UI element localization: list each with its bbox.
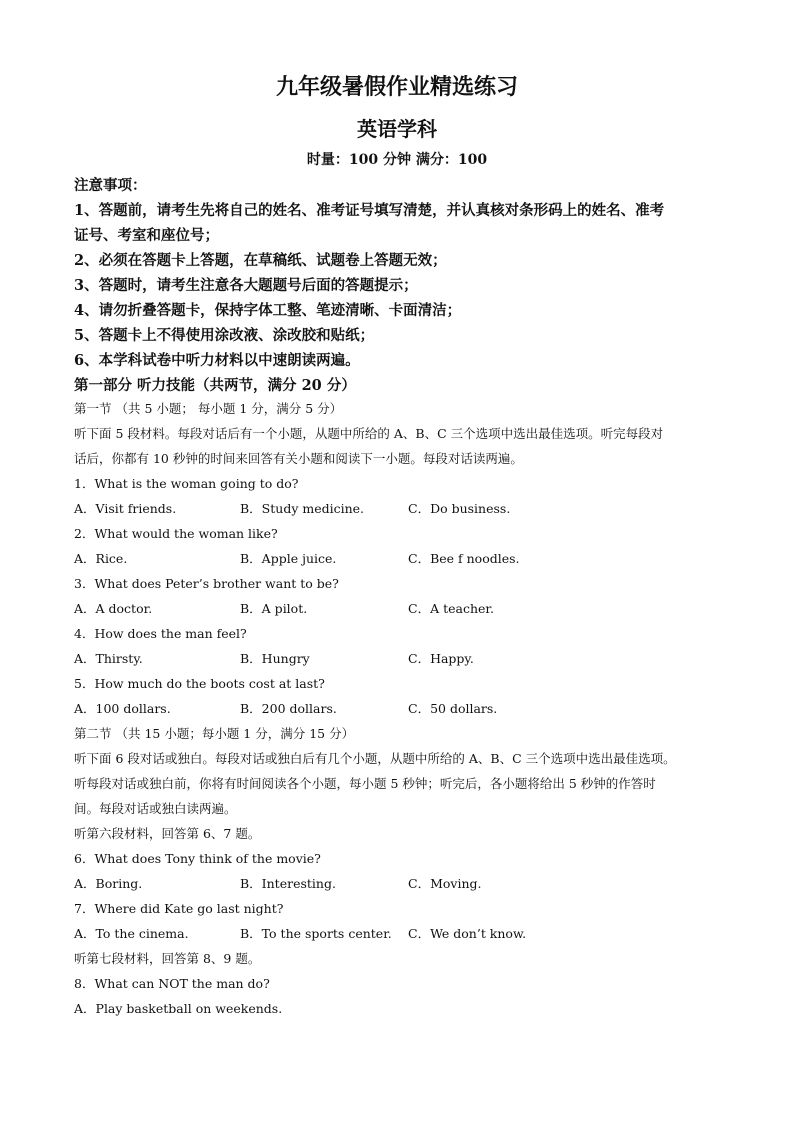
note-item-6: 6、本学科试卷中听力材料以中速朗读两遍。 xyxy=(74,352,360,369)
question-7: 7．Where did Kate go last night? xyxy=(74,901,284,916)
part1-heading: 第一部分 听力技能（共两节，满分 20 分） xyxy=(74,377,356,394)
section2-heading: 第二节 （共 15 小题；每小题 1 分，满分 15 分） xyxy=(74,726,355,741)
question-1-option-a: A．Visit friends. xyxy=(74,501,177,516)
section1-heading: 第一节 （共 5 小题； 每小题 1 分，满分 5 分） xyxy=(74,401,343,416)
question-5-option-a: A．100 dollars. xyxy=(74,701,171,716)
question-2: 2．What would the woman like? xyxy=(74,526,278,541)
question-4-option-b: B．Hungry xyxy=(240,651,310,666)
question-3-option-a: A．A doctor. xyxy=(74,601,153,616)
question-5: 5．How much do the boots cost at last? xyxy=(74,676,325,691)
question-2-option-b: B．Apple juice. xyxy=(240,551,337,566)
question-1: 1．What is the woman going to do? xyxy=(74,476,299,491)
question-1-option-b: B．Study medicine. xyxy=(240,501,365,516)
question-5-option-b: B．200 dollars. xyxy=(240,701,337,716)
question-6-option-b: B．Interesting. xyxy=(240,876,336,891)
material-7-instruction: 听第七段材料，回答第 8、9 题。 xyxy=(74,951,261,966)
question-4-option-a: A．Thirsty. xyxy=(74,651,143,666)
note-item-1-line-2: 证号、考室和座位号； xyxy=(74,227,219,244)
page-title: 九年级暑假作业精选练习 xyxy=(275,74,518,100)
question-8-option-a: A．Play basketball on weekends. xyxy=(74,1001,283,1016)
section1-instruction-line-2: 话后，你都有 10 秒钟的时间来回答有关小题和阅读下一小题。每段对话读两遍。 xyxy=(74,451,523,466)
question-7-option-a: A．To the cinema. xyxy=(74,926,189,941)
section2-instruction-line-3: 间。每段对话或独白读两遍。 xyxy=(74,801,237,816)
note-item-1-line-1: 1、答题前，请考生先将自己的姓名、准考证号填写清楚，并认真核对条形码上的姓名、准考 xyxy=(74,202,665,219)
question-3: 3．What does Peter’s brother want to be? xyxy=(74,576,339,591)
question-2-option-a: A．Rice. xyxy=(74,551,128,566)
question-6: 6．What does Tony think of the movie? xyxy=(74,851,321,866)
subject-title: 英语学科 xyxy=(357,117,437,141)
note-item-3: 3、答题时，请考生注意各大题题号后面的答题提示； xyxy=(74,277,418,294)
note-item-5: 5、答题卡上不得使用涂改液、涂改胶和贴纸； xyxy=(74,327,375,344)
question-7-option-b: B．To the sports center. xyxy=(240,926,392,941)
question-3-option-b: B．A pilot. xyxy=(240,601,308,616)
time-score-line: 时量：100 分钟 满分：100 xyxy=(306,152,488,168)
note-item-2: 2、必须在答题卡上答题，在草稿纸、试题卷上答题无效； xyxy=(74,252,447,269)
notes-heading: 注意事项： xyxy=(74,177,147,194)
question-1-option-c: C．Do business. xyxy=(408,501,511,516)
section2-instruction-line-1: 听下面 6 段对话或独白。每段对话或独白后有几个小题，从题中所给的 A、B、C 三个选项中选出最佳选项。 xyxy=(74,751,676,766)
section1-instruction-line-1: 听下面 5 段材料。每段对话后有一个小题，从题中所给的 A、B、C 三个选项中选出最佳选项。听完每段对 xyxy=(74,426,664,441)
section2-instruction-line-2: 听每段对话或独白前，你将有时间阅读各个小题，每小题 5 秒钟；听完后，各小题将给出 5 秒钟的作答时 xyxy=(74,776,656,791)
material-6-instruction: 听第六段材料，回答第 6、7 题。 xyxy=(74,826,261,841)
note-item-4: 4、请勿折叠答题卡，保持字体工整、笔迹清晰、卡面清洁； xyxy=(74,302,462,319)
question-8: 8．What can NOT the man do? xyxy=(74,976,270,991)
question-2-option-c: C．Bee f noodles. xyxy=(408,551,520,566)
question-3-option-c: C．A teacher. xyxy=(408,601,494,616)
question-6-option-a: A．Boring. xyxy=(74,876,143,891)
question-4: 4．How does the man feel? xyxy=(74,626,247,641)
question-4-option-c: C．Happy. xyxy=(408,651,474,666)
question-5-option-c: C．50 dollars. xyxy=(408,701,498,716)
question-6-option-c: C．Moving. xyxy=(408,876,482,891)
question-7-option-c: C．We don’t know. xyxy=(408,926,527,941)
